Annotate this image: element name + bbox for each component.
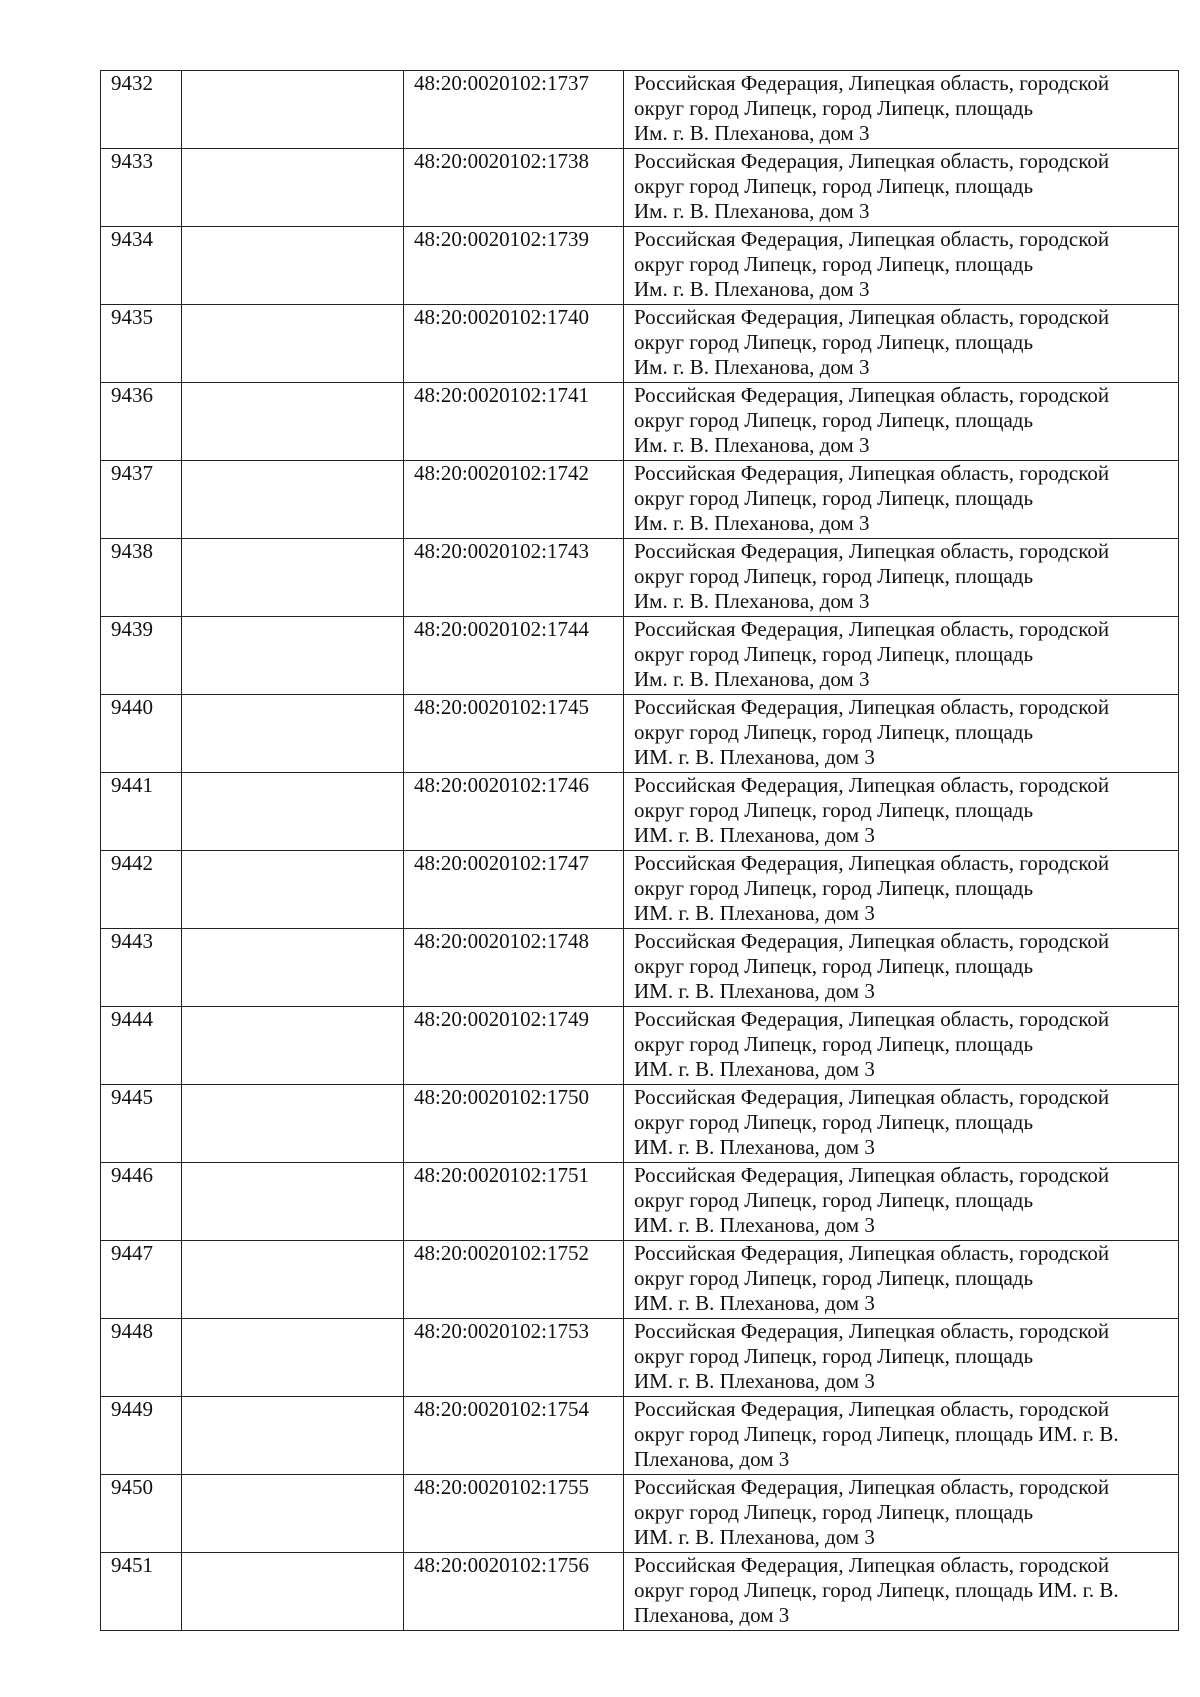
row-number-cell: 9438 <box>101 539 182 617</box>
table-row <box>101 71 1179 149</box>
row-number-cell: 9436 <box>101 383 182 461</box>
table-row <box>101 1163 1179 1241</box>
empty-cell <box>182 1163 404 1241</box>
row-number-cell: 9448 <box>101 1319 182 1397</box>
row-number-cell: 9440 <box>101 695 182 773</box>
row-number-cell: 9444 <box>101 1007 182 1085</box>
row-number-cell: 9443 <box>101 929 182 1007</box>
cadastral-number-cell: 48:20:0020102:1739 <box>404 227 624 305</box>
row-number-cell: 9435 <box>101 305 182 383</box>
table-row <box>101 1007 1179 1085</box>
cadastral-number-cell: 48:20:0020102:1755 <box>404 1475 624 1553</box>
table-row <box>101 1397 1179 1475</box>
table-row <box>101 617 1179 695</box>
empty-cell <box>182 1241 404 1319</box>
address-cell: Российская Федерация, Липецкая область, городской округ город Липецк, город Липецк, площадь Им. г. В. Плеханова, дом 3 <box>624 227 1179 305</box>
row-number-cell: 9439 <box>101 617 182 695</box>
address-cell: Российская Федерация, Липецкая область, городской округ город Липецк, город Липецк, площадь ИМ. г. В. Плеханова, дом 3 <box>624 851 1179 929</box>
empty-cell <box>182 1553 404 1631</box>
empty-cell <box>182 1085 404 1163</box>
cadastral-number-cell: 48:20:0020102:1741 <box>404 383 624 461</box>
table-row <box>101 1475 1179 1553</box>
empty-cell <box>182 617 404 695</box>
empty-cell <box>182 1319 404 1397</box>
address-cell: Российская Федерация, Липецкая область, городской округ город Липецк, город Липецк, площадь ИМ. г. В. Плеханова, дом 3 <box>624 1397 1179 1475</box>
cadastral-number-cell: 48:20:0020102:1746 <box>404 773 624 851</box>
address-cell: Российская Федерация, Липецкая область, городской округ город Липецк, город Липецк, площадь ИМ. г. В. Плеханова, дом 3 <box>624 929 1179 1007</box>
cadastral-number-cell: 48:20:0020102:1738 <box>404 149 624 227</box>
cadastral-number-cell: 48:20:0020102:1752 <box>404 1241 624 1319</box>
address-cell: Российская Федерация, Липецкая область, городской округ город Липецк, город Липецк, площадь ИМ. г. В. Плеханова, дом 3 <box>624 1553 1179 1631</box>
address-cell: Российская Федерация, Липецкая область, городской округ город Липецк, город Липецк, площадь Им. г. В. Плеханова, дом 3 <box>624 149 1179 227</box>
empty-cell <box>182 539 404 617</box>
address-cell: Российская Федерация, Липецкая область, городской округ город Липецк, город Липецк, площадь ИМ. г. В. Плеханова, дом 3 <box>624 1241 1179 1319</box>
address-cell: Российская Федерация, Липецкая область, городской округ город Липецк, город Липецк, площадь Им. г. В. Плеханова, дом 3 <box>624 383 1179 461</box>
table-row <box>101 461 1179 539</box>
table-row <box>101 929 1179 1007</box>
row-number-cell: 9447 <box>101 1241 182 1319</box>
cadastral-number-cell: 48:20:0020102:1740 <box>404 305 624 383</box>
cadastral-number-cell: 48:20:0020102:1751 <box>404 1163 624 1241</box>
table-row <box>101 1085 1179 1163</box>
registry-table-body <box>101 71 1179 1631</box>
row-number-cell: 9433 <box>101 149 182 227</box>
row-number-cell: 9434 <box>101 227 182 305</box>
row-number-cell: 9432 <box>101 71 182 149</box>
table-row <box>101 1241 1179 1319</box>
row-number-cell: 9450 <box>101 1475 182 1553</box>
empty-cell <box>182 1007 404 1085</box>
row-number-cell: 9441 <box>101 773 182 851</box>
table-row <box>101 1553 1179 1631</box>
cadastral-number-cell: 48:20:0020102:1748 <box>404 929 624 1007</box>
empty-cell <box>182 929 404 1007</box>
address-cell: Российская Федерация, Липецкая область, городской округ город Липецк, город Липецк, площадь ИМ. г. В. Плеханова, дом 3 <box>624 773 1179 851</box>
table-row <box>101 851 1179 929</box>
address-cell: Российская Федерация, Липецкая область, городской округ город Липецк, город Липецк, площадь ИМ. г. В. Плеханова, дом 3 <box>624 1475 1179 1553</box>
empty-cell <box>182 1397 404 1475</box>
cadastral-number-cell: 48:20:0020102:1745 <box>404 695 624 773</box>
address-cell: Российская Федерация, Липецкая область, городской округ город Липецк, город Липецк, площадь ИМ. г. В. Плеханова, дом 3 <box>624 1007 1179 1085</box>
empty-cell <box>182 227 404 305</box>
cadastral-number-cell: 48:20:0020102:1756 <box>404 1553 624 1631</box>
cadastral-number-cell: 48:20:0020102:1737 <box>404 71 624 149</box>
cadastral-number-cell: 48:20:0020102:1744 <box>404 617 624 695</box>
cadastral-number-cell: 48:20:0020102:1750 <box>404 1085 624 1163</box>
address-cell: Российская Федерация, Липецкая область, городской округ город Липецк, город Липецк, площадь Им. г. В. Плеханова, дом 3 <box>624 461 1179 539</box>
table-row <box>101 539 1179 617</box>
row-number-cell: 9445 <box>101 1085 182 1163</box>
cadastral-number-cell: 48:20:0020102:1753 <box>404 1319 624 1397</box>
address-cell: Российская Федерация, Липецкая область, городской округ город Липецк, город Липецк, площадь ИМ. г. В. Плеханова, дом 3 <box>624 1163 1179 1241</box>
table-row <box>101 1319 1179 1397</box>
row-number-cell: 9442 <box>101 851 182 929</box>
row-number-cell: 9446 <box>101 1163 182 1241</box>
empty-cell <box>182 773 404 851</box>
empty-cell <box>182 305 404 383</box>
empty-cell <box>182 383 404 461</box>
table-row <box>101 383 1179 461</box>
empty-cell <box>182 71 404 149</box>
empty-cell <box>182 1475 404 1553</box>
cadastral-number-cell: 48:20:0020102:1747 <box>404 851 624 929</box>
table-row <box>101 149 1179 227</box>
empty-cell <box>182 695 404 773</box>
table-row <box>101 695 1179 773</box>
address-cell: Российская Федерация, Липецкая область, городской округ город Липецк, город Липецк, площадь Им. г. В. Плеханова, дом 3 <box>624 617 1179 695</box>
address-cell: Российская Федерация, Липецкая область, городской округ город Липецк, город Липецк, площадь Им. г. В. Плеханова, дом 3 <box>624 539 1179 617</box>
empty-cell <box>182 851 404 929</box>
table-row <box>101 773 1179 851</box>
row-number-cell: 9449 <box>101 1397 182 1475</box>
address-cell: Российская Федерация, Липецкая область, городской округ город Липецк, город Липецк, площадь ИМ. г. В. Плеханова, дом 3 <box>624 1085 1179 1163</box>
empty-cell <box>182 461 404 539</box>
row-number-cell: 9451 <box>101 1553 182 1631</box>
document-page <box>100 70 1178 1631</box>
address-cell: Российская Федерация, Липецкая область, городской округ город Липецк, город Липецк, площадь Им. г. В. Плеханова, дом 3 <box>624 305 1179 383</box>
empty-cell <box>182 149 404 227</box>
table-row <box>101 227 1179 305</box>
address-cell: Российская Федерация, Липецкая область, городской округ город Липецк, город Липецк, площадь ИМ. г. В. Плеханова, дом 3 <box>624 1319 1179 1397</box>
cadastral-number-cell: 48:20:0020102:1749 <box>404 1007 624 1085</box>
table-row <box>101 305 1179 383</box>
address-cell: Российская Федерация, Липецкая область, городской округ город Липецк, город Липецк, площадь ИМ. г. В. Плеханова, дом 3 <box>624 695 1179 773</box>
address-cell: Российская Федерация, Липецкая область, городской округ город Липецк, город Липецк, площадь Им. г. В. Плеханова, дом 3 <box>624 71 1179 149</box>
row-number-cell: 9437 <box>101 461 182 539</box>
cadastral-number-cell: 48:20:0020102:1754 <box>404 1397 624 1475</box>
cadastral-number-cell: 48:20:0020102:1742 <box>404 461 624 539</box>
registry-table <box>100 70 1179 1631</box>
cadastral-number-cell: 48:20:0020102:1743 <box>404 539 624 617</box>
